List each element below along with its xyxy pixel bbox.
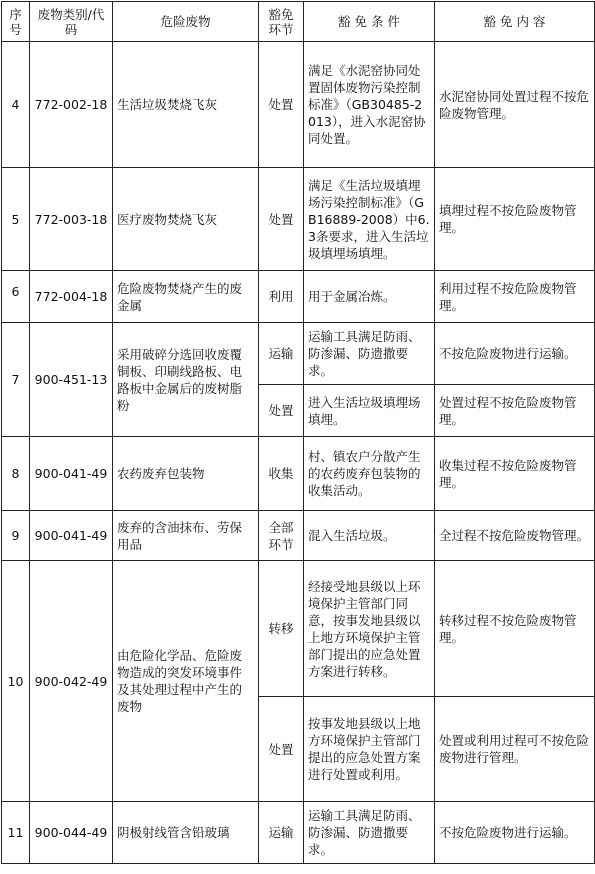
row-waste: 采用破碎分选回收废覆铜板、印刷线路板、电路板中金属后的废树脂粉 [113, 323, 259, 437]
row-stage: 处置 [259, 385, 304, 437]
row-condition: 混入生活垃圾。 [304, 511, 435, 561]
row-content: 收集过程不按危险废物管理。 [435, 437, 595, 511]
row-stage: 处置 [259, 697, 304, 802]
row-content: 转移过程不按危险废物管理。 [435, 561, 595, 697]
row-seq: 8 [2, 437, 30, 511]
row-stage: 转移 [259, 561, 304, 697]
row-code: 900-041-49 [30, 437, 113, 511]
header-row [2, 2, 595, 42]
header-waste: 危险废物 [113, 2, 259, 42]
row-code: 900-044-49 [30, 802, 113, 864]
row-seq: 9 [2, 511, 30, 561]
row-seq: 4 [2, 42, 30, 168]
row-waste: 由危险化学品、危险废物造成的突发环境事件及其处理过程中产生的废物 [113, 561, 259, 802]
header-content: 豁 免 内 容 [435, 2, 595, 42]
row-waste: 废弃的含油抹布、劳保用品 [113, 511, 259, 561]
row-seq: 11 [2, 802, 30, 864]
row-stage: 利用 [259, 271, 304, 323]
row-waste: 生活垃圾焚烧飞灰 [113, 42, 259, 168]
row-stage: 收集 [259, 437, 304, 511]
row-condition: 进入生活垃圾填埋场填埋。 [304, 385, 435, 437]
row-content: 处置或利用过程可不按危险废物进行管理。 [435, 697, 595, 802]
row-seq: 7 [2, 323, 30, 437]
row-code: 772-004-18 [30, 271, 113, 323]
row-waste: 危险废物焚烧产生的废金属 [113, 271, 259, 323]
row-seq: 10 [2, 561, 30, 802]
row-condition: 村、镇农户分散产生的农药废弃包装物的收集活动。 [304, 437, 435, 511]
row-condition: 运输工具满足防雨、防渗漏、防遗撒要求。 [304, 802, 435, 864]
row-condition: 按事发地县级以上地方环境保护主管部门提出的应急处置方案进行处置或利用。 [304, 697, 435, 802]
table-row [2, 802, 595, 864]
table-row [2, 561, 595, 697]
table-row [2, 42, 595, 168]
row-seq: 6 [2, 271, 30, 323]
header-condition: 豁 免 条 件 [304, 2, 435, 42]
row-code: 772-002-18 [30, 42, 113, 168]
row-condition: 满足《生活垃圾填埋场污染控制标准》（GB16889-2008）中6.3条要求，进入生活垃圾填埋场填埋。 [304, 168, 435, 271]
table-row [2, 511, 595, 561]
header-seq: 序号 [2, 2, 30, 42]
row-code: 772-003-18 [30, 168, 113, 271]
row-stage: 处置 [259, 168, 304, 271]
row-content: 处置过程不按危险废物管理。 [435, 385, 595, 437]
row-condition: 运输工具满足防雨、防渗漏、防遗撒要求。 [304, 323, 435, 385]
row-stage: 全部环节 [259, 511, 304, 561]
row-content: 不按危险废物进行运输。 [435, 802, 595, 864]
row-condition: 经接受地县级以上环境保护主管部门同意，按事发地县级以上地方环境保护主管部门提出的应急处置方案进行转移。 [304, 561, 435, 697]
row-code: 900-042-49 [30, 561, 113, 802]
row-condition: 用于金属冶炼。 [304, 271, 435, 323]
table-row [2, 323, 595, 385]
row-content: 全过程不按危险废物管理。 [435, 511, 595, 561]
table-row [2, 271, 595, 323]
row-content: 填埋过程不按危险废物管理。 [435, 168, 595, 271]
row-waste: 医疗废物焚烧飞灰 [113, 168, 259, 271]
exemption-table [1, 1, 595, 864]
row-code: 900-041-49 [30, 511, 113, 561]
row-waste: 阴极射线管含铅玻璃 [113, 802, 259, 864]
row-content: 水泥窑协同处置过程不按危险废物管理。 [435, 42, 595, 168]
table-row [2, 168, 595, 271]
header-stage: 豁免环节 [259, 2, 304, 42]
row-waste: 农药废弃包装物 [113, 437, 259, 511]
row-code: 900-451-13 [30, 323, 113, 437]
table-row [2, 437, 595, 511]
row-seq: 5 [2, 168, 30, 271]
row-condition: 满足《水泥窑协同处置固体废物污染控制标准》（GB30485-2013），进入水泥窑协同处置。 [304, 42, 435, 168]
row-stage: 处置 [259, 42, 304, 168]
row-content: 不按危险废物进行运输。 [435, 323, 595, 385]
row-stage: 运输 [259, 323, 304, 385]
header-code: 废物类别/代码 [30, 2, 113, 42]
row-content: 利用过程不按危险废物管理。 [435, 271, 595, 323]
row-stage: 运输 [259, 802, 304, 864]
